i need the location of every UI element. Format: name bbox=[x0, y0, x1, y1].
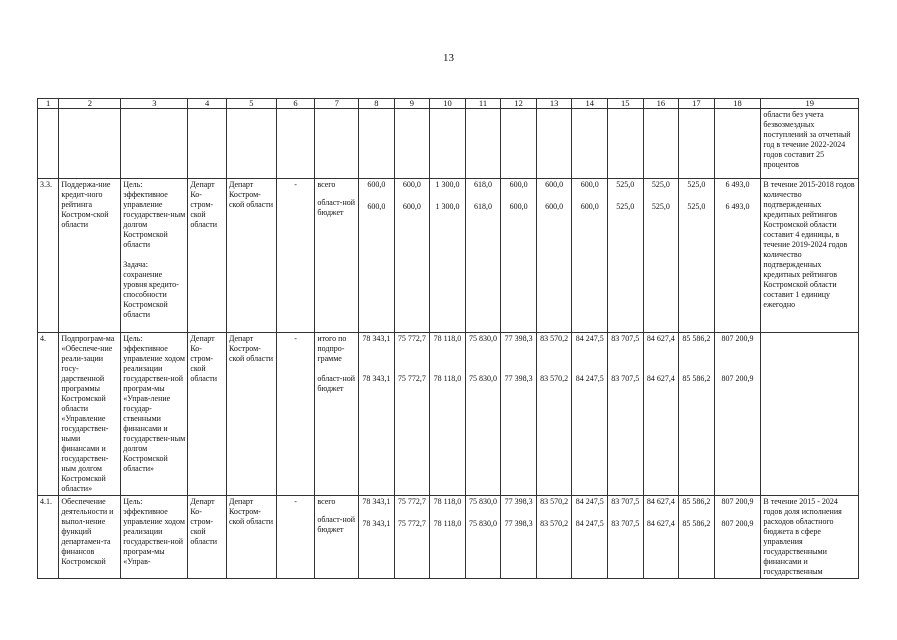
amount-total: 78 343,1 bbox=[362, 334, 391, 343]
amount-budget: 83 707,5 bbox=[611, 519, 640, 528]
table-row bbox=[38, 496, 859, 579]
amount-total: 525,0 bbox=[687, 180, 706, 189]
source-budget: област-ной бюджет bbox=[317, 198, 356, 217]
amount-budget: 600,0 bbox=[545, 202, 564, 211]
col-header: 5 bbox=[226, 99, 276, 109]
col-header: 6 bbox=[276, 99, 315, 109]
amount-total: 6 493,0 bbox=[725, 180, 750, 189]
amount-cell bbox=[714, 179, 761, 333]
amount-cell bbox=[501, 496, 537, 579]
col-header: 4 bbox=[188, 99, 227, 109]
amount-total: 600,0 bbox=[580, 180, 599, 189]
amount-total: 600,0 bbox=[402, 180, 421, 189]
amount-total: 84 627,4 bbox=[646, 497, 675, 506]
col-header: 3 bbox=[121, 99, 188, 109]
amount-total: 807 200,9 bbox=[721, 497, 754, 506]
col-header: 17 bbox=[679, 99, 715, 109]
amount-budget: 618,0 bbox=[474, 202, 492, 211]
amount-cell bbox=[607, 496, 643, 579]
amount-total: 618,0 bbox=[474, 180, 492, 189]
col6-value: - bbox=[276, 179, 315, 333]
amount-cell bbox=[679, 179, 715, 333]
amount-budget: 1 300,0 bbox=[435, 202, 460, 211]
amount-budget: 77 398,3 bbox=[504, 374, 533, 383]
amount-budget: 83 570,2 bbox=[540, 519, 569, 528]
amount-total: 807 200,9 bbox=[721, 334, 754, 343]
amount-budget: 6 493,0 bbox=[725, 202, 750, 211]
amount-cell bbox=[359, 333, 395, 496]
amount-total: 77 398,3 bbox=[504, 497, 533, 506]
amount-cell bbox=[394, 333, 430, 496]
amount-total: 525,0 bbox=[616, 180, 635, 189]
amount-budget: 525,0 bbox=[651, 202, 670, 211]
row-number: 4.1. bbox=[38, 496, 59, 579]
amount-budget: 600,0 bbox=[367, 202, 386, 211]
amount-cell bbox=[536, 496, 572, 579]
row-number: 3.3. bbox=[38, 179, 59, 333]
task-text: Задача: сохранение уровня кредито-способности Костромской области bbox=[123, 260, 179, 319]
amount-budget: 75 772,7 bbox=[397, 374, 426, 383]
header-row bbox=[38, 99, 859, 109]
amount-total: 600,0 bbox=[367, 180, 386, 189]
col-header: 11 bbox=[465, 99, 501, 109]
amount-budget: 85 586,2 bbox=[682, 519, 711, 528]
amount-cell bbox=[465, 179, 501, 333]
col-header: 18 bbox=[714, 99, 761, 109]
amount-budget: 83 707,5 bbox=[611, 374, 640, 383]
amount-total: 75 772,7 bbox=[397, 334, 426, 343]
result-text bbox=[761, 333, 859, 496]
col-header: 10 bbox=[430, 99, 466, 109]
amount-cell bbox=[572, 179, 608, 333]
result-text: В течение 2015 - 2024 годов доля исполнения расходов областного бюджета в сфере управления государственными финансами и государственным bbox=[761, 496, 859, 579]
amount-total: 75 830,0 bbox=[469, 497, 497, 506]
amount-cell bbox=[643, 333, 679, 496]
result-text: В течение 2015-2018 годов количество подтвержденных кредитных рейтингов Костромской области составит 4 единицы, в течение 2019-2024 годов количество подтвержденных кредитных рейтингов Костромской области составит 1 единицу ежегодно bbox=[761, 179, 859, 333]
source-budget: област-ной бюджет bbox=[317, 515, 356, 534]
page-number: 13 bbox=[443, 52, 454, 64]
goal-text: Цель: эффективное управление ходом реализации государствен-ной програм-мы «Управ- bbox=[121, 496, 188, 579]
col-header: 2 bbox=[59, 99, 121, 109]
amount-cell bbox=[572, 333, 608, 496]
funding-source bbox=[315, 333, 359, 496]
amount-cell bbox=[501, 179, 537, 333]
amount-total: 85 586,2 bbox=[682, 334, 711, 343]
col-header: 16 bbox=[643, 99, 679, 109]
amount-total: 83 707,5 bbox=[611, 334, 640, 343]
amount-budget: 600,0 bbox=[580, 202, 599, 211]
amount-total: 75 830,0 bbox=[469, 334, 497, 343]
amount-budget: 78 118,0 bbox=[433, 374, 462, 383]
amount-budget: 807 200,9 bbox=[721, 519, 754, 528]
table-row bbox=[38, 333, 859, 496]
amount-budget: 84 247,5 bbox=[575, 374, 604, 383]
amount-budget: 84 627,4 bbox=[646, 374, 675, 383]
col-header: 12 bbox=[501, 99, 537, 109]
amount-budget: 525,0 bbox=[687, 202, 706, 211]
amount-total: 1 300,0 bbox=[435, 180, 460, 189]
amount-total: 83 570,2 bbox=[540, 497, 569, 506]
program-table bbox=[37, 98, 859, 579]
source-budget: област-ной бюджет bbox=[317, 374, 356, 393]
event-name: Обеспечение деятельности и выпол-нение функций департамен-та финансов Костромской bbox=[59, 496, 121, 579]
goal-text: Цель: эффективное управление государствен-ным долгом Костромской области bbox=[123, 180, 186, 249]
amount-cell bbox=[430, 496, 466, 579]
amount-cell bbox=[430, 333, 466, 496]
amount-cell bbox=[607, 333, 643, 496]
amount-cell bbox=[359, 496, 395, 579]
amount-budget: 525,0 bbox=[616, 202, 635, 211]
amount-cell bbox=[430, 179, 466, 333]
co-executor: Департ Костром-ской области bbox=[226, 179, 276, 333]
amount-cell bbox=[572, 496, 608, 579]
funding-source bbox=[315, 496, 359, 579]
col-header: 1 bbox=[38, 99, 59, 109]
amount-cell bbox=[643, 496, 679, 579]
amount-cell bbox=[359, 179, 395, 333]
table-row bbox=[38, 109, 859, 179]
amount-budget: 78 343,1 bbox=[362, 374, 391, 383]
amount-total: 85 586,2 bbox=[682, 497, 711, 506]
co-executor: Департ Костром-ской области bbox=[226, 333, 276, 496]
amount-budget: 75 830,0 bbox=[469, 374, 497, 383]
amount-cell bbox=[607, 179, 643, 333]
col-header: 13 bbox=[536, 99, 572, 109]
amount-cell bbox=[679, 333, 715, 496]
co-executor: Департ Костром-ской области bbox=[226, 496, 276, 579]
amount-budget: 84 627,4 bbox=[646, 519, 675, 528]
row-number: 4. bbox=[38, 333, 59, 496]
amount-total: 83 707,5 bbox=[611, 497, 640, 506]
amount-budget: 807 200,9 bbox=[721, 374, 754, 383]
amount-budget: 77 398,3 bbox=[504, 519, 533, 528]
col6-value: - bbox=[276, 333, 315, 496]
col6-value: - bbox=[276, 496, 315, 579]
executor: Департ Ко-стром-ской области bbox=[188, 179, 227, 333]
result-text: области без учета безвозмездных поступлений за отчетный год в течение 2022-2024 годов составит 25 процентов bbox=[761, 109, 859, 179]
goal-text: Цель: эффективное управление ходом реализации государствен-ной програм-мы «Управ-ление государ-ственными финансами и государствен-ным долгом Костромской области» bbox=[121, 333, 188, 496]
amount-budget: 85 586,2 bbox=[682, 374, 711, 383]
source-total: итого по подпро-грамме bbox=[317, 334, 347, 363]
source-total: всего bbox=[317, 180, 336, 189]
table-row bbox=[38, 179, 859, 333]
amount-cell bbox=[536, 179, 572, 333]
amount-cell bbox=[679, 496, 715, 579]
amount-cell bbox=[714, 496, 761, 579]
col-header: 19 bbox=[761, 99, 859, 109]
executor: Департ Ко-стром-ской области bbox=[188, 333, 227, 496]
amount-total: 83 570,2 bbox=[540, 334, 569, 343]
col-header: 9 bbox=[394, 99, 430, 109]
col-header: 8 bbox=[359, 99, 395, 109]
amount-cell bbox=[394, 496, 430, 579]
amount-budget: 600,0 bbox=[402, 202, 421, 211]
goal-task bbox=[121, 179, 188, 333]
event-name: Подпрограм-ма «Обеспече-ние реали-зации госу-дарственной программы Костромской области «Управление государствен-ными финансами и государствен-ным долгом Костромской области» bbox=[59, 333, 121, 496]
amount-cell bbox=[536, 333, 572, 496]
amount-total: 78 343,1 bbox=[362, 497, 391, 506]
amount-budget: 83 570,2 bbox=[540, 374, 569, 383]
event-name: Поддержа-ние кредит-ного рейтинга Костром-ской области bbox=[59, 179, 121, 333]
amount-budget: 75 772,7 bbox=[397, 519, 426, 528]
amount-cell bbox=[714, 333, 761, 496]
amount-budget: 78 343,1 bbox=[362, 519, 391, 528]
executor: Департ Ко-стром-ской области bbox=[188, 496, 227, 579]
amount-budget: 75 830,0 bbox=[469, 519, 497, 528]
col-header: 14 bbox=[572, 99, 608, 109]
amount-cell bbox=[465, 496, 501, 579]
amount-total: 600,0 bbox=[509, 180, 528, 189]
amount-total: 84 247,5 bbox=[575, 334, 604, 343]
amount-total: 75 772,7 bbox=[397, 497, 426, 506]
col-header: 15 bbox=[607, 99, 643, 109]
amount-cell bbox=[643, 179, 679, 333]
amount-cell bbox=[465, 333, 501, 496]
amount-cell bbox=[501, 333, 537, 496]
amount-total: 84 627,4 bbox=[646, 334, 675, 343]
amount-budget: 600,0 bbox=[509, 202, 528, 211]
amount-cell bbox=[394, 179, 430, 333]
amount-total: 77 398,3 bbox=[504, 334, 533, 343]
amount-total: 78 118,0 bbox=[433, 497, 462, 506]
col-header: 7 bbox=[315, 99, 359, 109]
amount-budget: 78 118,0 bbox=[433, 519, 462, 528]
amount-total: 84 247,5 bbox=[575, 497, 604, 506]
source-total: всего bbox=[317, 497, 336, 506]
amount-budget: 84 247,5 bbox=[575, 519, 604, 528]
amount-total: 600,0 bbox=[545, 180, 564, 189]
amount-total: 78 118,0 bbox=[433, 334, 462, 343]
funding-source bbox=[315, 179, 359, 333]
amount-total: 525,0 bbox=[651, 180, 670, 189]
